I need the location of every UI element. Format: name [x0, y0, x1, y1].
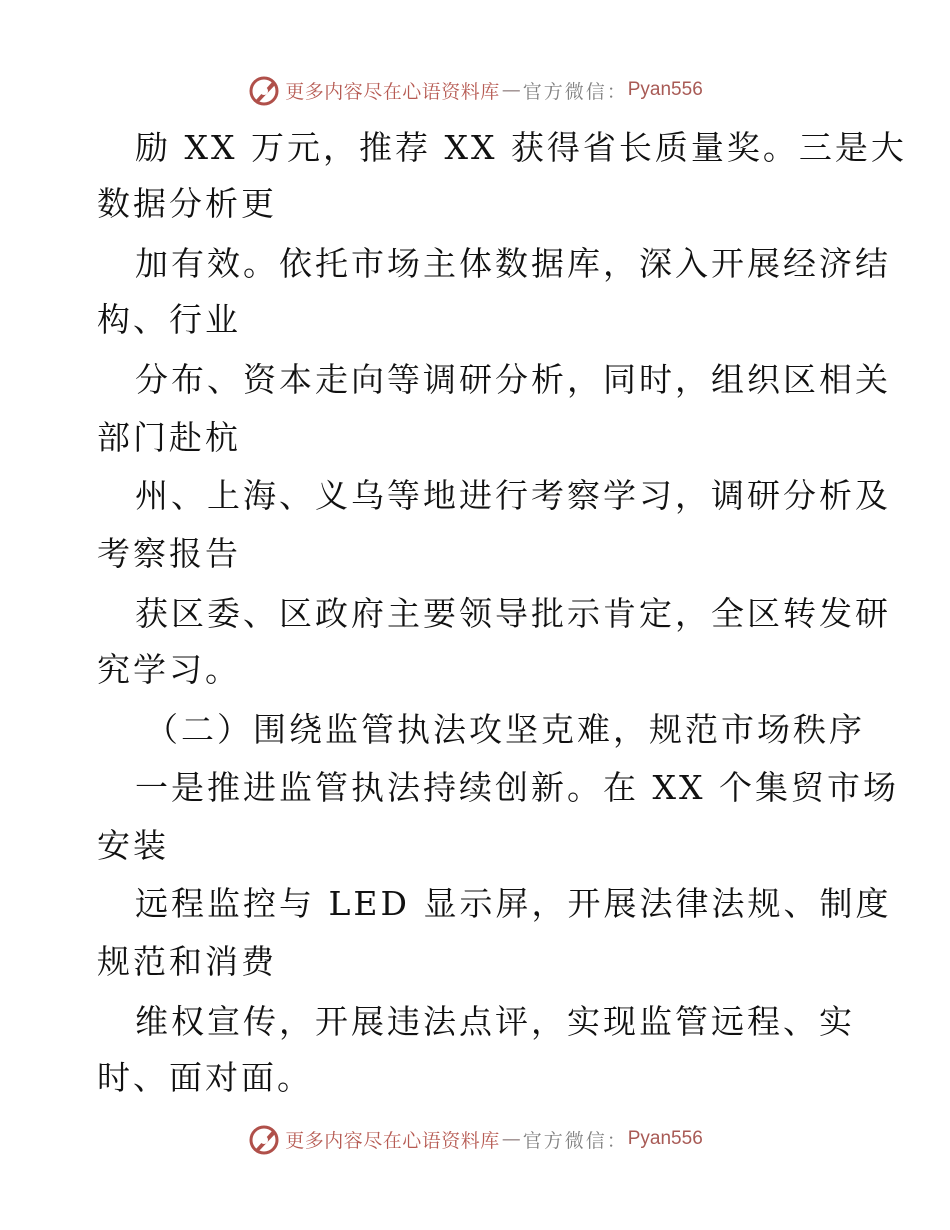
text-line: 远程监控与 LED 显示屏，开展法律法规、制度 — [135, 884, 892, 923]
text-line: 加有效。依托市场主体数据库，深入开展经济结 — [135, 244, 891, 283]
text-line: 安装 — [97, 826, 169, 865]
text-line: 州、上海、义乌等地进行考察学习，调研分析及 — [135, 476, 891, 515]
watermark-label: 官方微信： — [522, 80, 628, 103]
text-line: 构、行业 — [97, 300, 241, 339]
watermark-text: 更多内容尽在心语资料库 — [285, 1129, 500, 1152]
text-line: 励 XX 万元，推荐 XX 获得省长质量奖。三是大 — [135, 128, 907, 167]
watermark-dash: — — [501, 79, 521, 101]
watermark-label: 官方微信： — [522, 1129, 628, 1152]
text-line: 时、面对面。 — [97, 1058, 313, 1097]
text-line: 规范和消费 — [97, 942, 277, 981]
footer-watermark — [0, 1119, 950, 1159]
text-line: 维权宣传，开展违法点评，实现监管远程、实 — [135, 1002, 855, 1041]
watermark-id: Pyan556 — [627, 79, 703, 100]
text-line: 分布、资本走向等调研分析，同时，组织区相关 — [135, 360, 891, 399]
text-line: 数据分析更 — [97, 184, 277, 223]
text-line: 部门赴杭 — [97, 418, 241, 457]
watermark-id: Pyan556 — [627, 1128, 703, 1149]
watermark-text: 更多内容尽在心语资料库 — [285, 80, 500, 103]
section-heading: （二）围绕监管执法攻坚克难，规范市场秩序 — [145, 710, 865, 749]
watermark-dash: — — [501, 1128, 521, 1150]
pen-logo-icon — [247, 1122, 281, 1156]
text-line: 究学习。 — [97, 650, 241, 689]
text-line: 获区委、区政府主要领导批示肯定，全区转发研 — [135, 594, 891, 633]
text-line: 考察报告 — [97, 534, 241, 573]
text-line: 一是推进监管执法持续创新。在 XX 个集贸市场 — [135, 768, 899, 807]
